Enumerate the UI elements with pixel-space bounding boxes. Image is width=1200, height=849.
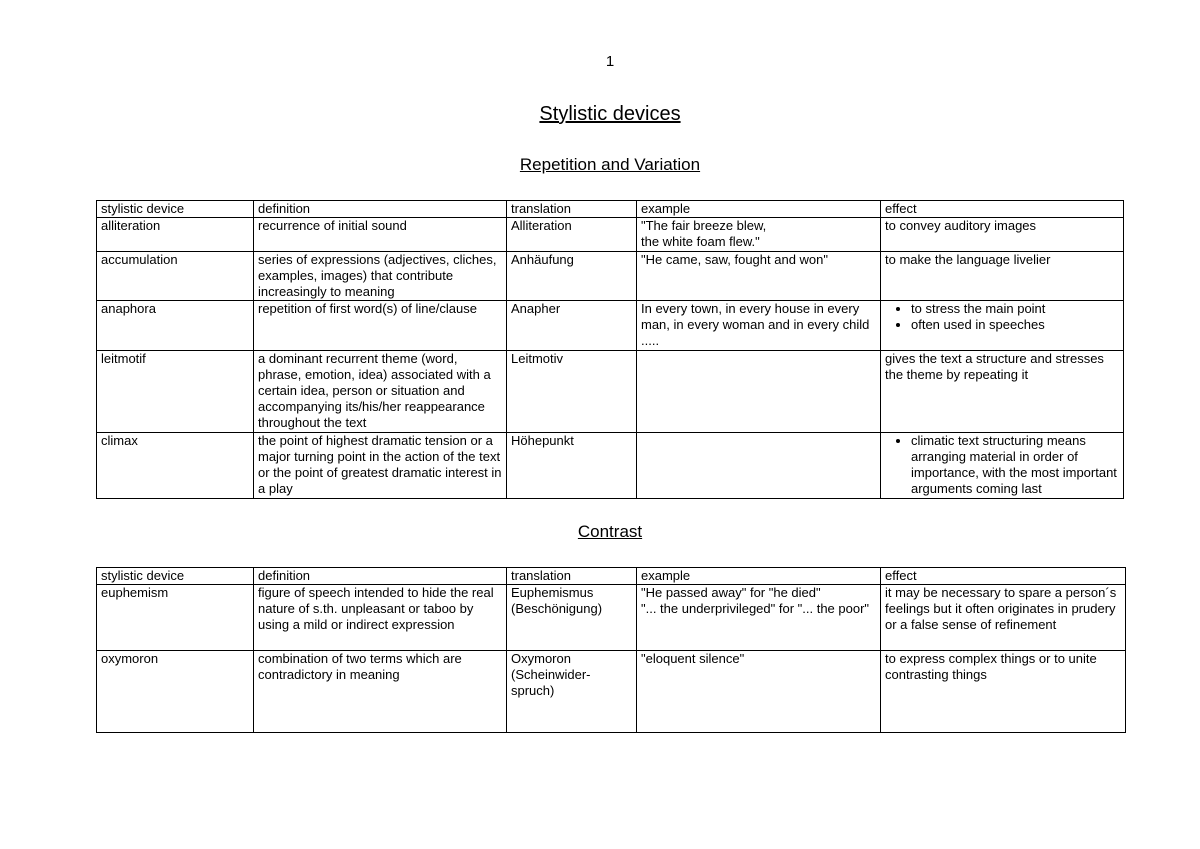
example-cell bbox=[637, 218, 881, 252]
effect-cell: to convey auditory images bbox=[881, 218, 1124, 252]
device-cell: euphemism bbox=[97, 585, 254, 651]
effect-cell: to make the language livelier bbox=[881, 252, 1124, 301]
header-effect: effect bbox=[881, 201, 1124, 218]
table-row bbox=[97, 351, 1124, 433]
example-cell bbox=[637, 351, 881, 433]
section-heading-contrast: Contrast bbox=[577, 522, 643, 541]
header-definition: definition bbox=[254, 568, 507, 585]
definition-cell: the point of highest dramatic tension or a major turning point in the action of the text or the point of greatest dramatic interest in a play bbox=[254, 433, 507, 499]
contrast-table bbox=[96, 567, 1126, 733]
table-row bbox=[97, 252, 1124, 301]
section-heading-repetition: Repetition and Variation bbox=[519, 155, 701, 174]
device-cell: accumulation bbox=[97, 252, 254, 301]
example-cell bbox=[637, 651, 881, 733]
effect-cell: gives the text a structure and stresses the theme by repeating it bbox=[881, 351, 1124, 433]
example-cell bbox=[637, 252, 881, 301]
example-cell bbox=[637, 433, 881, 499]
translation-cell: Euphemismus (Beschönigung) bbox=[507, 585, 637, 651]
example-line: "He came, saw, fought and won" bbox=[641, 252, 829, 267]
table-row bbox=[97, 585, 1126, 651]
translation-cell: Anhäufung bbox=[507, 252, 637, 301]
page-number: 1 bbox=[605, 53, 615, 70]
effect-cell bbox=[881, 433, 1124, 499]
table-row bbox=[97, 301, 1124, 351]
effect-bullet: • to stress the main point bbox=[911, 301, 1119, 317]
table-row bbox=[97, 218, 1124, 252]
translation-cell: Höhepunkt bbox=[507, 433, 637, 499]
page-title: Stylistic devices bbox=[539, 103, 681, 125]
definition-cell: repetition of first word(s) of line/clause bbox=[254, 301, 507, 351]
header-device: stylistic device bbox=[97, 201, 254, 218]
definition-cell: figure of speech intended to hide the real nature of s.th. unpleasant or taboo by using a mild or indirect expression bbox=[254, 585, 507, 651]
definition-cell: recurrence of initial sound bbox=[254, 218, 507, 252]
effect-bullet: • climatic text structuring means arranging material in order of importance, with the most important arguments coming last bbox=[911, 433, 1119, 497]
device-cell: anaphora bbox=[97, 301, 254, 351]
effect-cell bbox=[881, 301, 1124, 351]
device-cell: leitmotif bbox=[97, 351, 254, 433]
translation-cell: Anapher bbox=[507, 301, 637, 351]
example-line: In every town, in every house in every man, in every woman and in every child ..... bbox=[641, 301, 870, 348]
example-line: "The fair breeze blew, bbox=[641, 218, 767, 233]
example-line: "... the underprivileged" for "... the poor" bbox=[641, 601, 870, 616]
example-cell bbox=[637, 301, 881, 351]
effect-cell: it may be necessary to spare a person´s feelings but it often originates in prudery or a false sense of refinement bbox=[881, 585, 1126, 651]
table-header-row bbox=[97, 201, 1124, 218]
definition-cell: a dominant recurrent theme (word, phrase, emotion, idea) associated with a certain idea, person or situation and accompanying its/his/her reappearance throughout the text bbox=[254, 351, 507, 433]
translation-cell: Leitmotiv bbox=[507, 351, 637, 433]
example-line: "eloquent silence" bbox=[641, 651, 745, 666]
effect-bullet: • often used in speeches bbox=[911, 317, 1119, 333]
effect-bullet-list bbox=[885, 433, 1119, 497]
header-example: example bbox=[637, 201, 881, 218]
header-device: stylistic device bbox=[97, 568, 254, 585]
repetition-table bbox=[96, 200, 1124, 499]
definition-cell: series of expressions (adjectives, cliches, examples, images) that contribute increasingly to meaning bbox=[254, 252, 507, 301]
header-effect: effect bbox=[881, 568, 1126, 585]
effect-bullet-list bbox=[885, 301, 1119, 333]
header-translation: translation bbox=[507, 201, 637, 218]
example-cell bbox=[637, 585, 881, 651]
table-header-row bbox=[97, 568, 1126, 585]
example-line: "He passed away" for "he died" bbox=[641, 585, 821, 600]
example-line: the white foam flew." bbox=[641, 234, 760, 249]
header-translation: translation bbox=[507, 568, 637, 585]
translation-cell: Alliteration bbox=[507, 218, 637, 252]
header-example: example bbox=[637, 568, 881, 585]
table-row bbox=[97, 433, 1124, 499]
translation-cell: Oxymoron (Scheinwider-spruch) bbox=[507, 651, 637, 733]
table-row bbox=[97, 651, 1126, 733]
header-definition: definition bbox=[254, 201, 507, 218]
definition-cell: combination of two terms which are contradictory in meaning bbox=[254, 651, 507, 733]
device-cell: oxymoron bbox=[97, 651, 254, 733]
effect-cell: to express complex things or to unite contrasting things bbox=[881, 651, 1126, 733]
device-cell: alliteration bbox=[97, 218, 254, 252]
device-cell: climax bbox=[97, 433, 254, 499]
